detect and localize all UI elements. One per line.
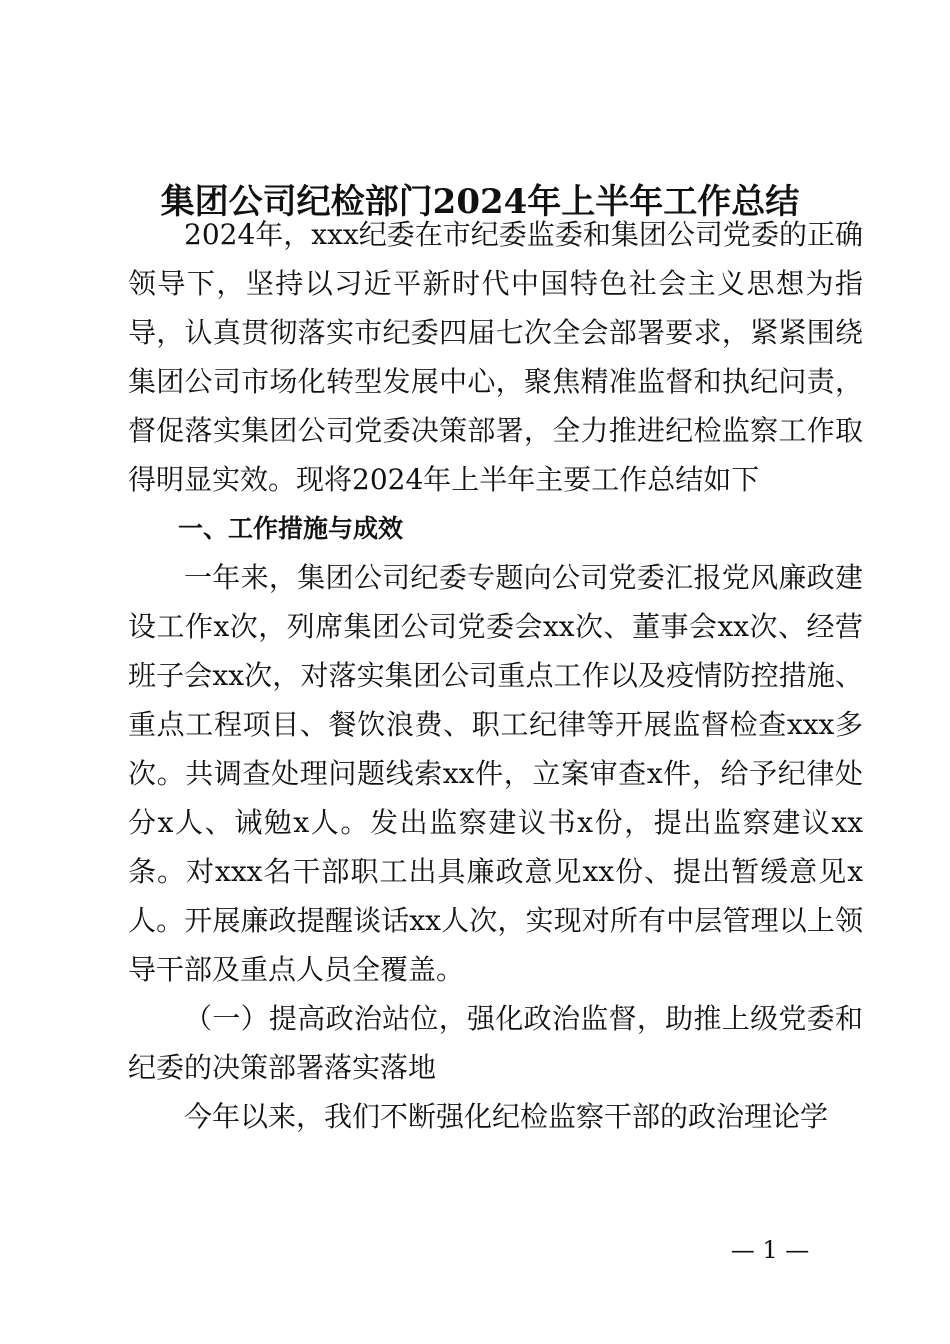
subsection-heading: （一）提高政治站位，强化政治监督，助推上级党委和纪委的决策部署落实落地 xyxy=(128,1002,863,1084)
section-paragraph: 一年来，集团公司纪委专题向公司党委汇报党风廉政建设工作x次，列席集团公司党委会xx次、董事会xx次、经营班子会xx次，对落实集团公司重点工作以及疫情防控措施、重点工程项目、餐饮浪费、职工纪律等开展监督检查xxx多次。共调查处理问题线索xx件，立案审查x件，给予纪律处分x人、诫勉x人。发出监察建议书x份，提出监察建议xx条。对xxx名干部职工出具廉政意见xx份、提出暂缓意见x人。开展廉政提醒谈话xx人次，实现对所有中层管理以上领导干部及重点人员全覆盖。 xyxy=(128,561,863,986)
document-title: 集团公司纪检部门2024年上半年工作总结 xyxy=(160,182,800,222)
intro-paragraph: 2024年，xxx纪委在市纪委监委和集团公司党委的正确领导下，坚持以习近平新时代中国特色社会主义思想为指导，认真贯彻落实市纪委四届七次全会部署要求，紧紧围绕集团公司市场化转型发展中心，聚焦精准监督和执纪问责，督促落实集团公司党委决策部署，全力推进纪检监察工作取得明显实效。现将2024年上半年主要工作总结如下 xyxy=(128,218,863,496)
subsection-paragraph: 今年以来，我们不断强化纪检监察干部的政治理论学 xyxy=(184,1100,829,1133)
section-heading: 一、工作措施与成效 xyxy=(178,514,404,543)
document-body xyxy=(128,210,863,1141)
page-number: — 1 — xyxy=(730,1236,810,1264)
